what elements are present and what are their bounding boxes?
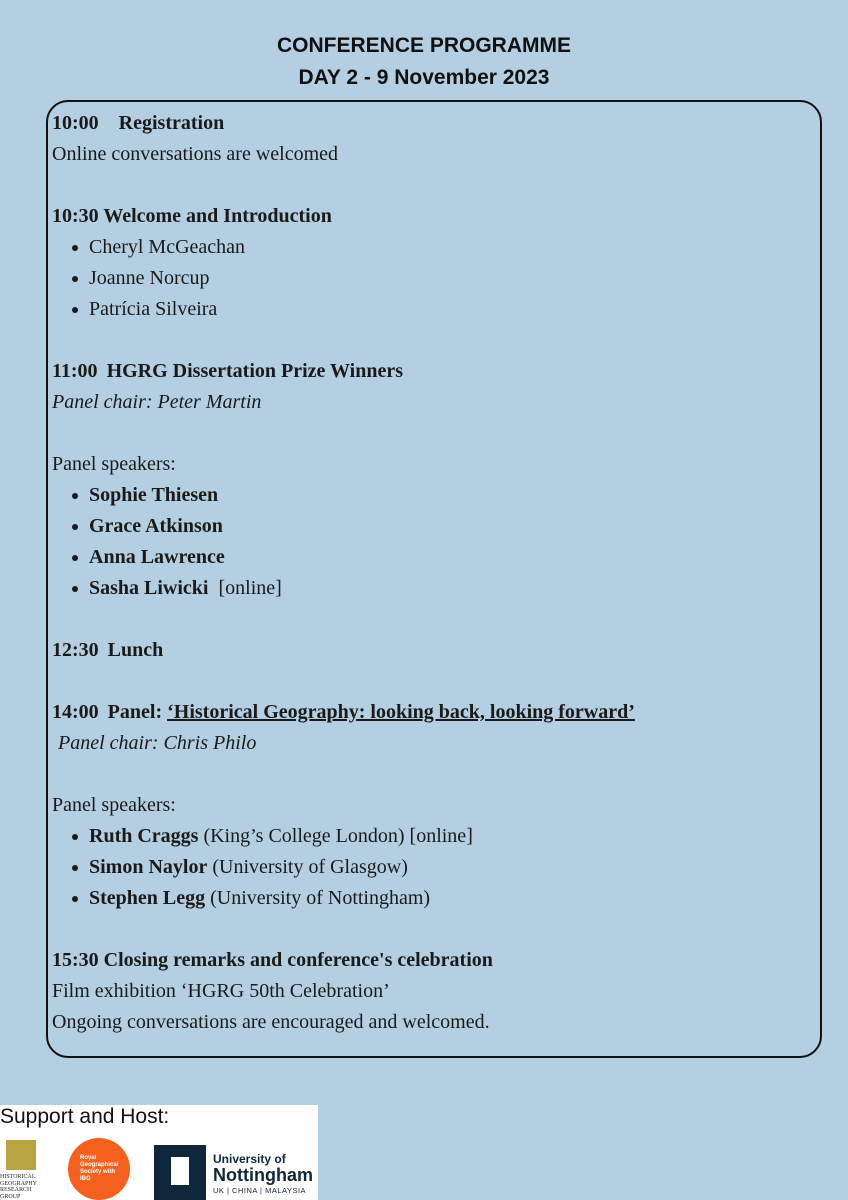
speaker-name: Grace Atkinson bbox=[89, 515, 223, 537]
programme-title: CONFERENCE PROGRAMME bbox=[276, 34, 571, 57]
panel-label: Panel: bbox=[107, 701, 163, 723]
speaker-name: Sophie Thiesen bbox=[89, 484, 219, 506]
list-item bbox=[72, 821, 812, 852]
support-host-label: Support and Host: bbox=[0, 1105, 170, 1128]
hgrg-logo-text: HISTORICAL GEOGRAPHY RESEARCH GROUP bbox=[0, 1174, 37, 1200]
speaker-affiliation: (University of Glasgow) bbox=[212, 856, 408, 878]
panel-speakers-label: Panel speakers: bbox=[52, 794, 176, 816]
prize-time: 11:00 bbox=[52, 360, 98, 382]
prize-chair: Panel chair: Peter Martin bbox=[52, 391, 262, 413]
uon-line2: Nottingham bbox=[213, 1165, 313, 1185]
prize-title: HGRG Dissertation Prize Winners bbox=[106, 360, 404, 382]
list-item: Patrícia Silveira bbox=[72, 294, 812, 325]
panel-title: ‘Historical Geography: looking back, looking forward’ bbox=[167, 701, 635, 723]
speaker-affiliation: (King’s College London) [online] bbox=[203, 825, 473, 847]
uon-line3: UK | CHINA | MALAYSIA bbox=[213, 1186, 307, 1195]
closing-time: 15:30 bbox=[52, 949, 99, 971]
programme-header bbox=[0, 30, 848, 94]
lunch-heading bbox=[52, 635, 812, 666]
closing-film: Film exhibition ‘HGRG 50th Celebration’ bbox=[52, 980, 390, 1002]
lunch-time: 12:30 bbox=[52, 639, 99, 661]
list-item bbox=[72, 573, 812, 604]
speaker-note: [online] bbox=[218, 577, 282, 599]
panel-heading bbox=[52, 697, 812, 728]
uon-line1: University of bbox=[213, 1152, 286, 1166]
panel-chair: Panel chair: Chris Philo bbox=[58, 732, 257, 754]
list-item bbox=[72, 883, 812, 914]
nottingham-logo bbox=[213, 1153, 318, 1196]
panel-speaker-list bbox=[52, 821, 812, 914]
programme-date: DAY 2 - 9 November 2023 bbox=[298, 66, 550, 89]
list-item: Cheryl McGeachan bbox=[72, 232, 812, 263]
closing-note: Ongoing conversations are encouraged and welcomed. bbox=[52, 1011, 490, 1033]
list-item bbox=[72, 511, 812, 542]
closing-title: Closing remarks and conference's celebration bbox=[103, 949, 493, 971]
lunch-title: Lunch bbox=[107, 639, 164, 661]
hgrg-logo bbox=[0, 1138, 42, 1200]
welcome-heading bbox=[52, 201, 812, 232]
hgrg-emblem-icon bbox=[6, 1140, 36, 1170]
speaker-affiliation: (University of Nottingham) bbox=[210, 887, 431, 909]
prize-speaker-list bbox=[52, 480, 812, 604]
list-item bbox=[72, 480, 812, 511]
welcome-speaker-list bbox=[52, 232, 812, 325]
prize-speakers-label: Panel speakers: bbox=[52, 453, 176, 475]
registration-heading bbox=[52, 108, 812, 139]
nottingham-crest-icon bbox=[154, 1145, 206, 1200]
closing-heading bbox=[52, 945, 812, 976]
list-item bbox=[72, 542, 812, 573]
schedule-content bbox=[52, 108, 812, 1038]
speaker-name: Ruth Craggs bbox=[89, 825, 199, 847]
speaker-name: Anna Lawrence bbox=[89, 546, 225, 568]
welcome-title: Welcome and Introduction bbox=[103, 205, 332, 227]
list-item bbox=[72, 852, 812, 883]
rgs-logo-text: Royal Geographical Society with IBG bbox=[80, 1155, 119, 1182]
speaker-name: Sasha Liwicki bbox=[89, 577, 209, 599]
speaker-name: Stephen Legg bbox=[89, 887, 206, 909]
rgs-logo bbox=[68, 1138, 130, 1200]
registration-title: Registration bbox=[118, 112, 225, 134]
prize-heading bbox=[52, 356, 812, 387]
welcome-time: 10:30 bbox=[52, 205, 99, 227]
panel-time: 14:00 bbox=[52, 701, 99, 723]
speaker-name: Simon Naylor bbox=[89, 856, 208, 878]
registration-time: 10:00 bbox=[52, 112, 99, 134]
registration-note: Online conversations are welcomed bbox=[52, 143, 339, 165]
list-item: Joanne Norcup bbox=[72, 263, 812, 294]
